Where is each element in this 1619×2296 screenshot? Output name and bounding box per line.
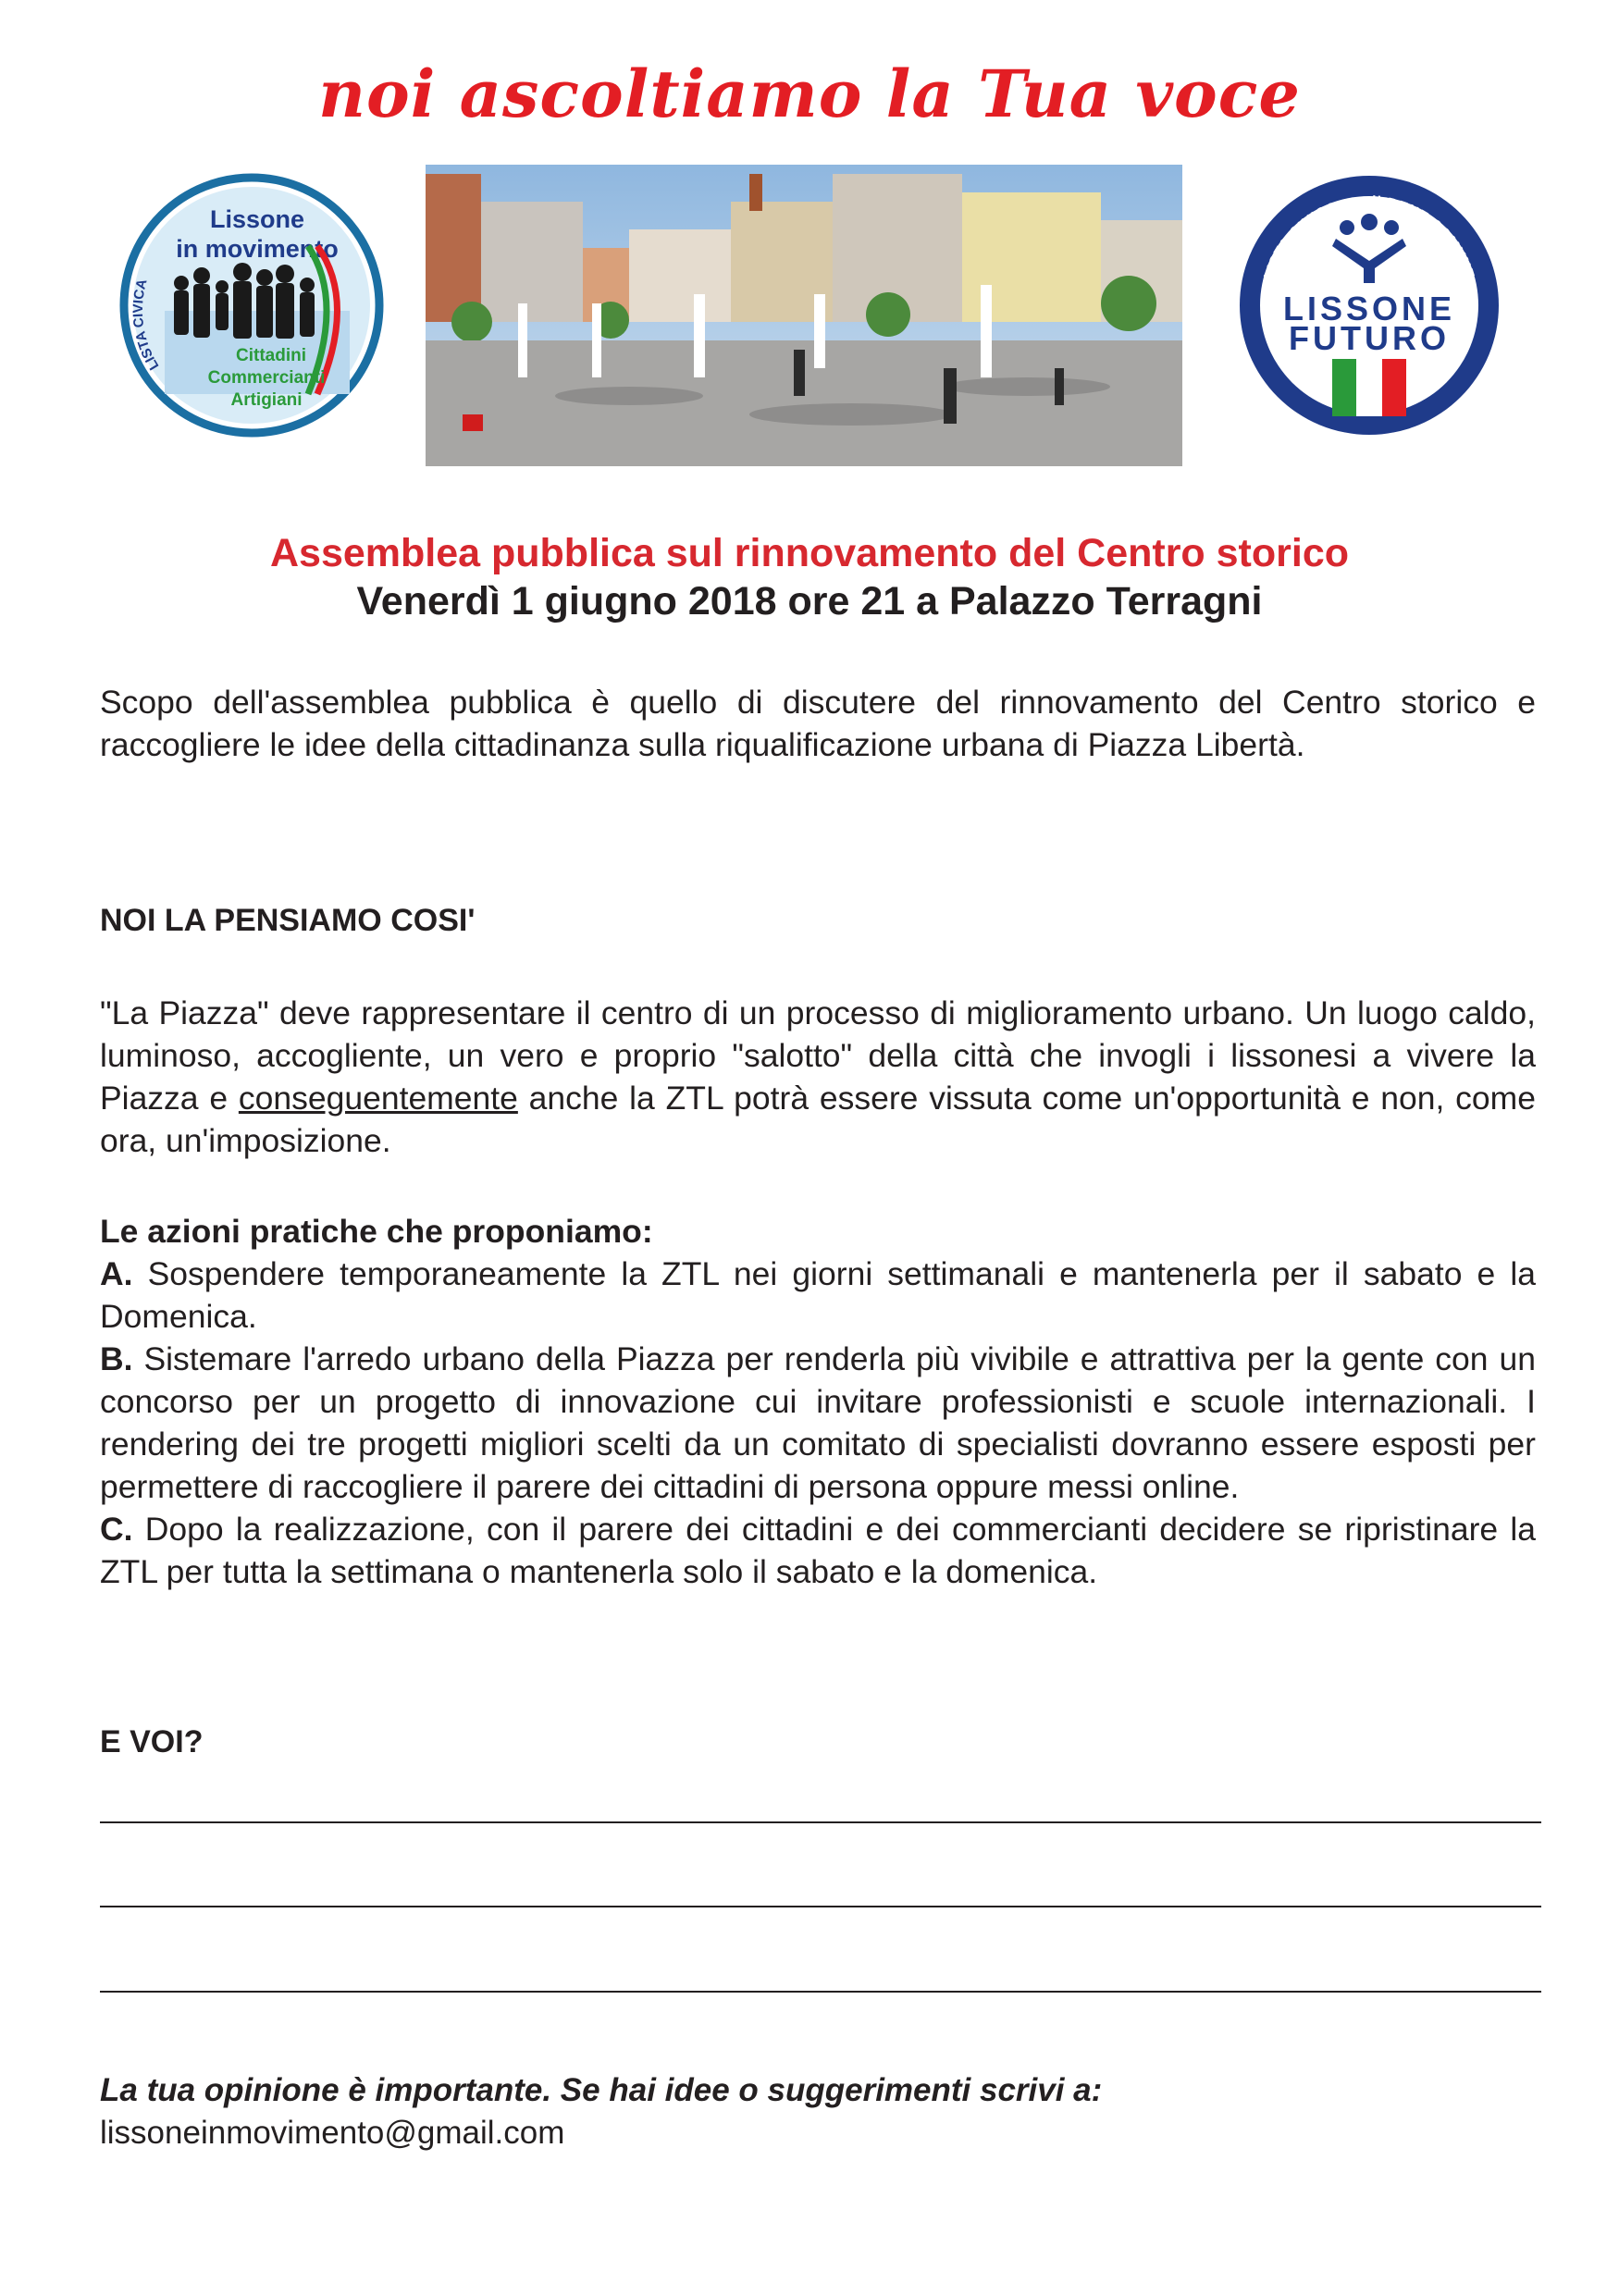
logo-left-arc-text: LISTA CIVICA [130,277,163,373]
action-text: Dopo la realizzazione, con il parere dei cittadini e dei commercianti decidere se ripristinare la ZTL per tutta la settimana o mantenerla solo il sabato e la domenica. [100,1511,1536,1590]
intro-paragraph: Scopo dell'assemblea pubblica è quello di discutere del rinnovamento del Centro storico e raccogliere le idee della cittadinanza sulla riqualificazione urbana di Piazza Libertà. [100,684,1536,763]
assembly-date-place: Venerdì 1 giugno 2018 ore 21 a Palazzo Terragni [356,579,1263,623]
lissone-futuro-logo [1236,172,1502,438]
write-line-1 [100,1821,1541,1823]
logo-left-sub1: Cittadini [236,346,306,365]
crowd-silhouette-icon [174,263,315,339]
vision-text-1: "La Piazza" deve rappresentare il centro di un processo di miglioramento urbano. Un luogo caldo, luminoso, accogliente, un vero e proprio "salotto" della città che invogli i lissonesi a vivere la Piazza e [100,994,1536,1117]
action-text: Sistemare l'arredo urbano della Piazza per renderla più vivibile e attrattiva per la gente con un concorso per un progetto di innovazione cui invitare professionisti e scuole internazionali. I rendering dei tre progetti migliori scelti da un comitato di specialisti dovranno essere esposti per permettere di raccogliere il parere dei cittadini di persona oppure messi online. [100,1340,1536,1505]
logo-left-sub3: Artigiani [230,390,303,410]
logo-left-sub2: Commercianti [207,368,326,388]
logo-left-line1: Lissone [209,205,305,233]
logo-left-line2: in movimento [176,235,339,263]
vision-paragraph [100,992,1536,1162]
action-letter: A. [100,1255,133,1292]
section-heading-evoi: E VOI? [100,1724,204,1759]
vision-text-2: anche la ZTL potrà essere vissuta come un'opportunità e non, come ora, un'imposizione. [100,1080,1536,1159]
action-item-a [100,1253,1536,1338]
logo-right-arc-text: LISTA CIVICA per il BENE COMUNE [1260,193,1478,282]
vision-underlined-word: conseguentemente [238,1080,518,1117]
action-letter: C. [100,1511,133,1548]
write-line-2 [100,1906,1541,1907]
write-line-3 [100,1991,1541,1993]
logo-right-line2: FUTURO [1289,319,1450,357]
action-item-b [100,1338,1536,1508]
action-text: Sospendere temporaneamente la ZTL nei giorni settimanali e mantenerla per il sabato e la Domenica. [100,1255,1536,1335]
action-item-c [100,1508,1536,1593]
lissone-in-movimento-logo [118,172,385,438]
piazza-photo [426,165,1182,466]
section-heading-noi: NOI LA PENSIAMO COSI' [100,903,476,938]
headline: noi ascoltiamo la Tua voce [318,56,1301,132]
logo-right-line1: LISSONE [1282,290,1456,327]
assembly-title: Assemblea pubblica sul rinnovamento del Centro storico [269,531,1350,575]
contact-email: lissoneinmovimento@gmail.com [100,2115,565,2151]
footer-invite: La tua opinione è importante. Se hai idee o suggerimenti scrivi a: [100,2072,1103,2108]
actions-block [100,1210,1536,1593]
actions-heading: Le azioni pratiche che proponiamo: [100,1213,653,1250]
action-letter: B. [100,1340,133,1377]
